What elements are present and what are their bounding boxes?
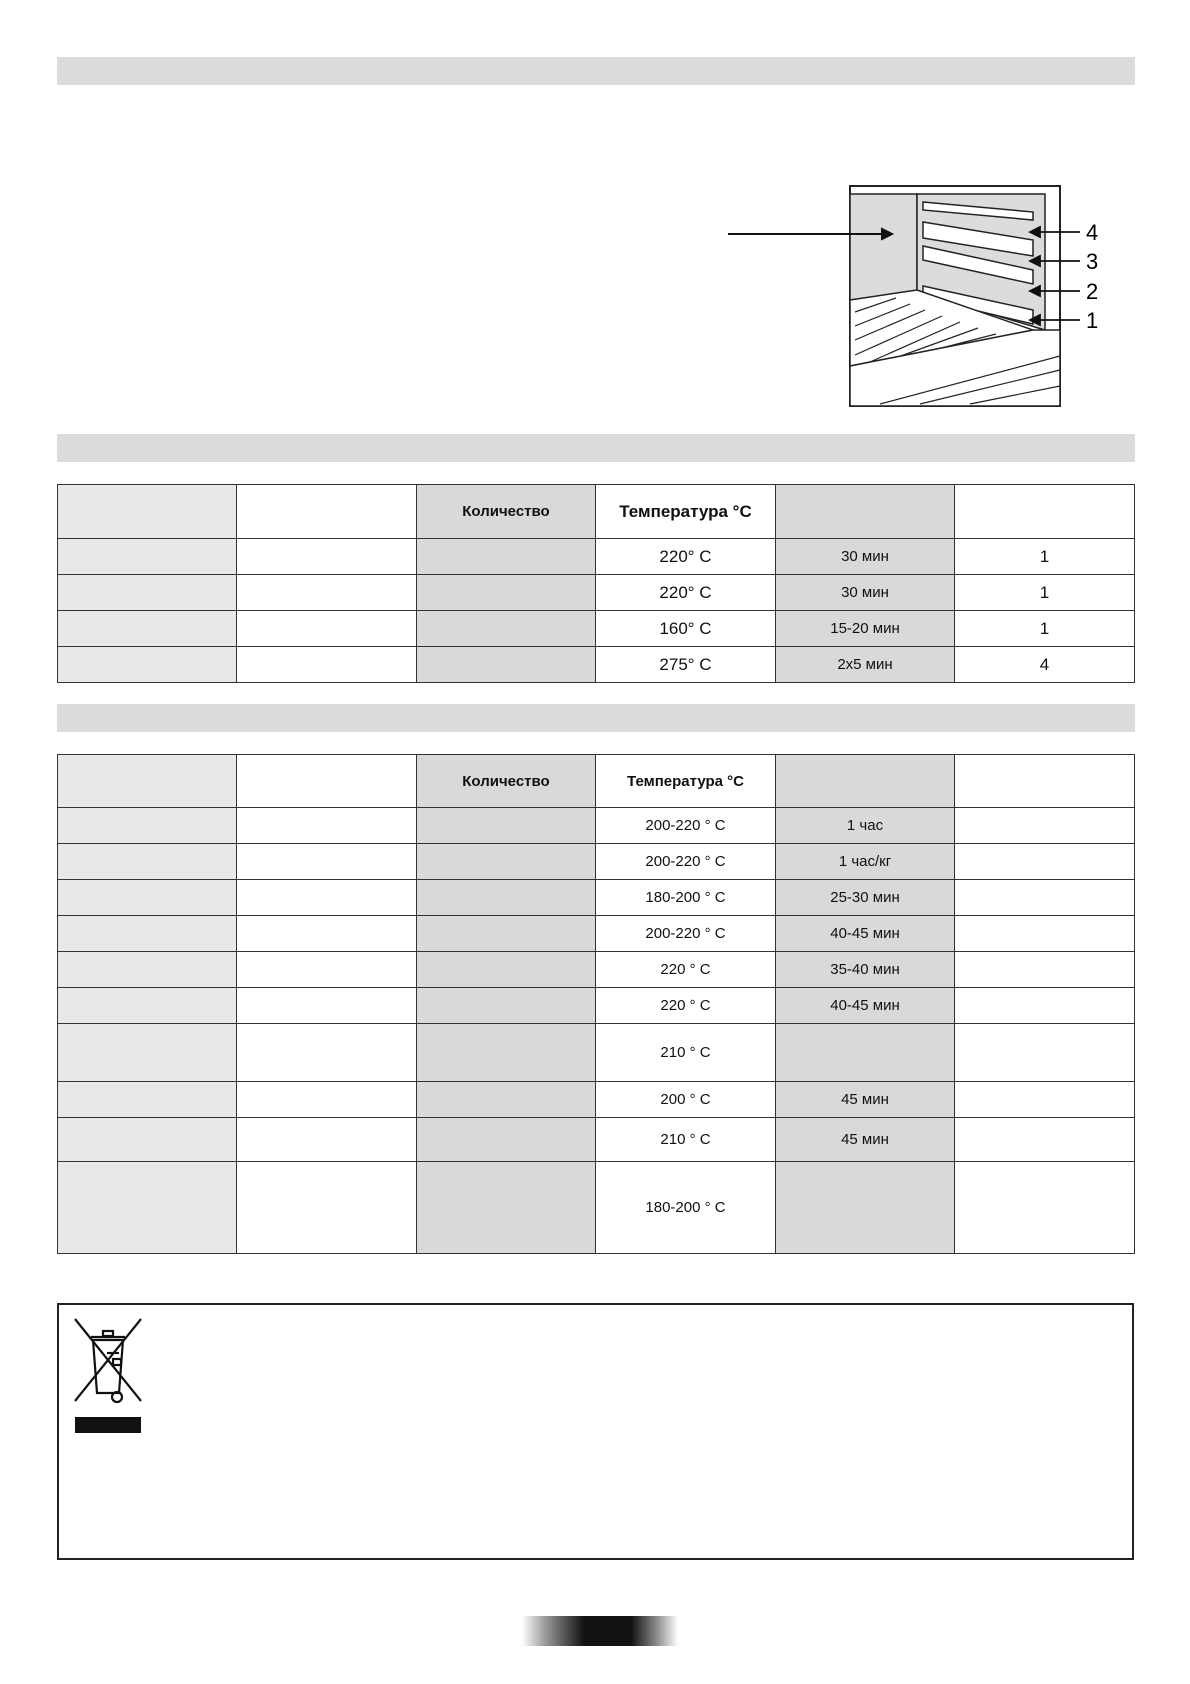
shelf-cell: 1 xyxy=(955,539,1135,575)
shelf-label-4: 4 xyxy=(1086,220,1099,245)
cell xyxy=(417,611,596,647)
cell xyxy=(58,611,237,647)
temperature-cell: 210 ° C xyxy=(596,1118,776,1162)
cell xyxy=(955,1082,1135,1118)
temperature-cell: 200-220 ° C xyxy=(596,916,776,952)
cell xyxy=(237,611,417,647)
cell xyxy=(417,880,596,916)
table-header-row xyxy=(58,755,1135,808)
temperature-cell: 160° C xyxy=(596,611,776,647)
table-row xyxy=(58,808,1135,844)
cell xyxy=(955,880,1135,916)
cell xyxy=(417,647,596,683)
time-cell: 45 мин xyxy=(776,1118,955,1162)
temperature-cell: 200 ° C xyxy=(596,1082,776,1118)
cell xyxy=(417,916,596,952)
shelf-label-1: 1 xyxy=(1086,308,1099,333)
temperature-cell: 220 ° C xyxy=(596,988,776,1024)
time-cell: 30 мин xyxy=(776,575,955,611)
cell xyxy=(237,844,417,880)
time-cell: 1 час xyxy=(776,808,955,844)
header-cell xyxy=(237,755,417,808)
cell xyxy=(417,1082,596,1118)
header-cell xyxy=(955,485,1135,539)
cell xyxy=(58,916,237,952)
header-cell xyxy=(955,755,1135,808)
cell xyxy=(58,808,237,844)
cell xyxy=(58,1082,237,1118)
table-row xyxy=(58,611,1135,647)
cell xyxy=(237,952,417,988)
cell xyxy=(417,952,596,988)
time-cell xyxy=(776,1162,955,1254)
cell xyxy=(237,988,417,1024)
time-cell: 1 час/кг xyxy=(776,844,955,880)
header-cell xyxy=(776,755,955,808)
section-header-bar xyxy=(57,57,1135,85)
temperature-cell: 180-200 ° C xyxy=(596,880,776,916)
disposal-notice-box xyxy=(57,1303,1134,1560)
cell xyxy=(58,988,237,1024)
temperature-cell: 220 ° C xyxy=(596,952,776,988)
cell xyxy=(955,808,1135,844)
header-cell xyxy=(58,755,237,808)
time-cell: 45 мин xyxy=(776,1082,955,1118)
cell xyxy=(237,1162,417,1254)
time-cell: 40-45 мин xyxy=(776,916,955,952)
temperature-cell: 200-220 ° C xyxy=(596,844,776,880)
header-temperature: Температура °C xyxy=(596,755,776,808)
temperature-cell: 220° C xyxy=(596,539,776,575)
table-row xyxy=(58,1024,1135,1082)
cell xyxy=(237,916,417,952)
cell xyxy=(58,1162,237,1254)
table-row xyxy=(58,1118,1135,1162)
cell xyxy=(237,647,417,683)
cell xyxy=(417,808,596,844)
shelf-cell: 1 xyxy=(955,611,1135,647)
table-row xyxy=(58,1082,1135,1118)
cell xyxy=(417,539,596,575)
cell xyxy=(417,1118,596,1162)
cell xyxy=(955,1162,1135,1254)
temperature-cell: 220° C xyxy=(596,575,776,611)
header-cell xyxy=(776,485,955,539)
cell xyxy=(417,1162,596,1254)
time-cell: 25-30 мин xyxy=(776,880,955,916)
cell xyxy=(58,539,237,575)
time-cell: 40-45 мин xyxy=(776,988,955,1024)
cell xyxy=(237,1082,417,1118)
cell xyxy=(58,1118,237,1162)
shelf-label-2: 2 xyxy=(1086,279,1099,304)
temperature-cell: 210 ° C xyxy=(596,1024,776,1082)
header-temperature: Температура °C xyxy=(596,485,776,539)
cell xyxy=(237,539,417,575)
time-cell: 2x5 мин xyxy=(776,647,955,683)
cell xyxy=(237,1118,417,1162)
cell xyxy=(237,1024,417,1082)
cell xyxy=(417,1024,596,1082)
cell xyxy=(955,844,1135,880)
crossed-out-wheelie-bin-icon xyxy=(69,1313,149,1433)
temperature-cell: 200-220 ° C xyxy=(596,808,776,844)
shelf-label-3: 3 xyxy=(1086,249,1099,274)
header-cell xyxy=(58,485,237,539)
cell xyxy=(955,988,1135,1024)
cell xyxy=(58,575,237,611)
cell xyxy=(58,1024,237,1082)
cell xyxy=(58,647,237,683)
table-header-row xyxy=(58,485,1135,539)
table-row xyxy=(58,988,1135,1024)
cell xyxy=(417,844,596,880)
cell xyxy=(417,575,596,611)
cell xyxy=(237,808,417,844)
page-number-marker xyxy=(522,1616,678,1646)
table-row xyxy=(58,1162,1135,1254)
header-cell xyxy=(237,485,417,539)
table-row xyxy=(58,575,1135,611)
cell xyxy=(237,880,417,916)
header-quantity: Количество xyxy=(417,755,596,808)
shelf-cell: 4 xyxy=(955,647,1135,683)
cell xyxy=(58,952,237,988)
table-row xyxy=(58,647,1135,683)
shelf-cell: 1 xyxy=(955,575,1135,611)
cooking-table-oven xyxy=(57,754,1135,1254)
table-row xyxy=(58,844,1135,880)
header-quantity: Количество xyxy=(417,485,596,539)
cell xyxy=(955,952,1135,988)
section-header-bar xyxy=(57,704,1135,732)
cell xyxy=(955,1024,1135,1082)
oven-shelf-diagram xyxy=(720,180,1140,420)
time-cell: 15-20 мин xyxy=(776,611,955,647)
cooking-table-grill xyxy=(57,484,1135,683)
table-row xyxy=(58,539,1135,575)
table-row xyxy=(58,916,1135,952)
time-cell xyxy=(776,1024,955,1082)
temperature-cell: 275° C xyxy=(596,647,776,683)
cell xyxy=(237,575,417,611)
cell xyxy=(417,988,596,1024)
table-row xyxy=(58,880,1135,916)
table-row xyxy=(58,952,1135,988)
temperature-cell: 180-200 ° C xyxy=(596,1162,776,1254)
cell xyxy=(955,1118,1135,1162)
time-cell: 30 мин xyxy=(776,539,955,575)
time-cell: 35-40 мин xyxy=(776,952,955,988)
section-header-bar xyxy=(57,434,1135,462)
cell xyxy=(58,880,237,916)
cell xyxy=(955,916,1135,952)
cell xyxy=(58,844,237,880)
